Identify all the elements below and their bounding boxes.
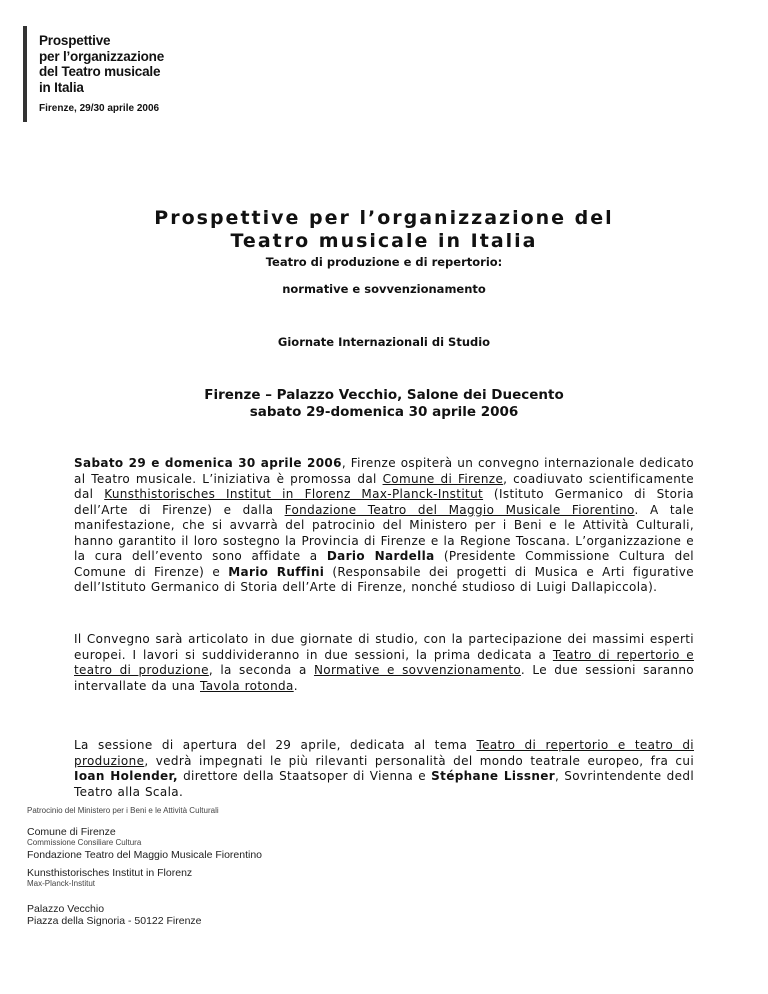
footer-fondazione: Fondazione Teatro del Maggio Musicale Fiorentino <box>27 849 263 861</box>
session-2-title: Normative e sovvenzionamento <box>313 663 521 677</box>
link-kunsthistorisches: Kunsthistorisches Institut in Florenz Max-Planck-Institut <box>104 487 484 501</box>
header-logo <box>39 33 164 115</box>
name-lissner: Stéphane Lissner <box>431 769 555 783</box>
logo-line: per l’organizzazione <box>39 48 165 64</box>
link-comune: Comune di Firenze <box>382 471 504 486</box>
logo-line: in Italia <box>39 79 84 95</box>
paragraph-intro <box>74 456 694 596</box>
text-run: . <box>293 678 298 693</box>
subtitle-line-3: Giornate Internazionali di Studio <box>277 335 491 349</box>
text-run: (Istituto Germanico di Storia dell’Arte di Firenze) e dalla <box>74 487 694 517</box>
text-run: , vedrà impegnati le più rilevanti personalità del mondo teatrale europeo, fra cui <box>144 753 694 768</box>
text-run: direttore della Staatsoper di Vienna e <box>177 769 432 783</box>
logo-line: del Teatro musicale <box>39 64 161 79</box>
text-run: , Firenze ospiterà un convegno internazionale dedicato al Teatro musicale. L’iniziativa è promossa dal <box>74 456 694 486</box>
title-line-1: Prospettive per l’organizzazione del <box>154 207 614 229</box>
footer-kunst: Kunsthistorisches Institut in Florenz <box>27 867 193 879</box>
venue-line-1: Firenze – Palazzo Vecchio, Salone dei Duecento <box>204 387 564 403</box>
footer-address: Piazza della Signoria - 50122 Firenze <box>27 915 202 927</box>
text-run: . Le due sessioni saranno intervallate da una <box>74 663 694 693</box>
subtitle-line-1: Teatro di produzione e di repertorio: <box>265 255 503 269</box>
text-run: Il Convegno sarà articolato in due giornate di studio, con la partecipazione dei massimi esperti europei. I lavori si suddivideranno in due sessioni, la prima dedicata a <box>74 632 694 662</box>
text-run: (Presidente Commissione Cultura del Comune di Firenze) e <box>74 549 694 579</box>
footer-commissione: Commissione Consiliare Cultura <box>27 838 142 847</box>
name-holender: Ioan Holender, <box>74 769 178 783</box>
name-ruffini: Mario Ruffini <box>228 564 325 579</box>
text-run: , Sovrintendente dedl Teatro alla Scala. <box>74 769 695 799</box>
round-table-title: Tavola rotonda <box>200 678 294 693</box>
footer-palazzo: Palazzo Vecchio <box>27 903 105 915</box>
text-run: (Responsabile dei progetti di Musica e Arti figurative dell’Istituto Germanico di Storia dell’Arte di Firenze, nonché studioso di Luigi Dallapiccola). <box>74 564 694 594</box>
session-theme: Teatro di repertorio e teatro di produzione <box>74 738 694 768</box>
text-run: , la seconda a <box>208 663 314 677</box>
name-nardella: Dario Nardella <box>326 549 435 563</box>
subtitle-line-2: normative e sovvenzionamento <box>282 282 486 296</box>
text-run: . A tale manifestazione, che si avvarrà del patrocinio del Ministero per i Beni e le Attività Culturali, hanno garantito il loro sostegno la Provincia di Firenze e la Regione Toscana. L’organizzazione e la cura dell’evento sono affidate a <box>74 502 695 563</box>
text-run: , coadiuvato scientificamente dal <box>74 471 694 501</box>
text-run: La sessione di apertura del 29 aprile, dedicata al tema <box>74 738 477 752</box>
document-title <box>0 207 768 253</box>
footer-maxplanck: Max-Planck-Institut <box>27 879 96 888</box>
venue-block <box>0 387 768 421</box>
paragraph-apertura <box>74 738 694 800</box>
footer-patronage: Patrocinio del Ministero per i Beni e le Attività Culturali <box>27 806 219 815</box>
venue-line-2: sabato 29-domenica 30 aprile 2006 <box>249 404 519 420</box>
session-1-title: Teatro di repertorio e teatro di produzione <box>74 647 694 677</box>
logo-line: Prospettive <box>39 33 111 48</box>
paragraph-convegno <box>74 632 694 694</box>
date-bold: Sabato 29 e domenica 30 aprile 2006 <box>74 456 342 470</box>
logo-date: Firenze, 29/30 aprile 2006 <box>39 103 160 114</box>
footer-block <box>27 806 262 927</box>
footer-comune: Comune di Firenze <box>27 826 116 838</box>
title-line-2: Teatro musicale in Italia <box>230 230 538 252</box>
link-fondazione: Fondazione Teatro del Maggio Musicale Fiorentino <box>284 502 635 517</box>
header-accent-bar <box>23 26 27 122</box>
